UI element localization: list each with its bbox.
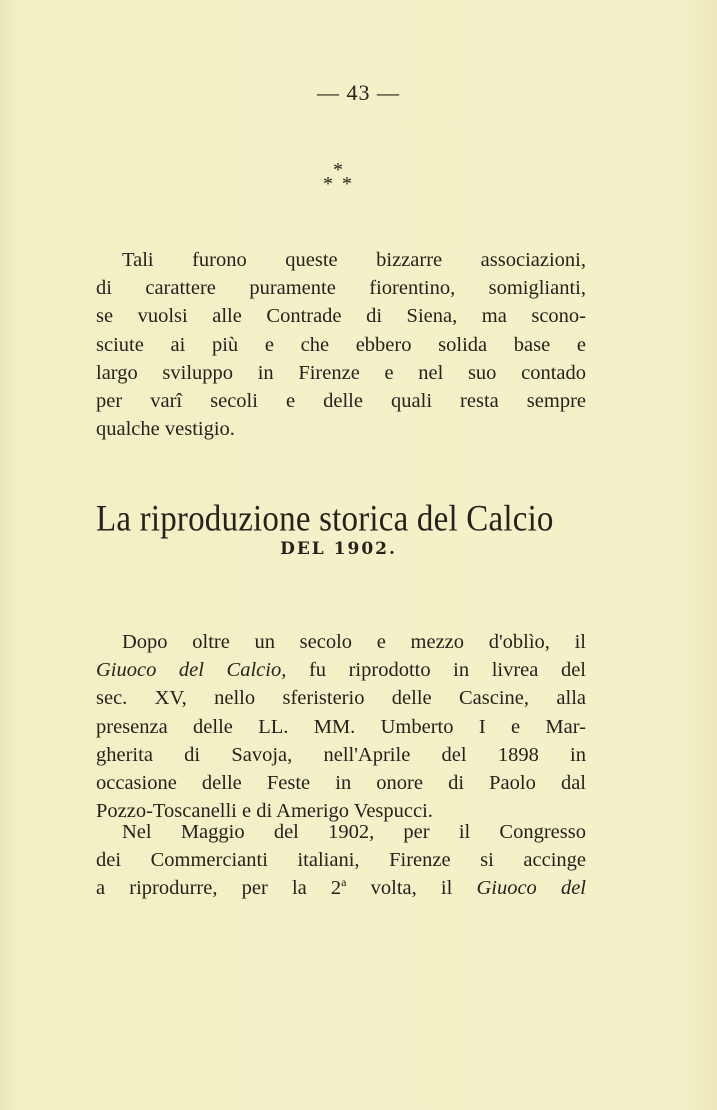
text-fragment: volta, il — [346, 877, 477, 900]
text-line: sec. XV, nello sferisterio delle Cascine, alla — [96, 687, 586, 710]
text-line: occasione delle Feste in onore di Paolo dal — [96, 772, 586, 795]
section-subtitle: DEL 1902. — [280, 539, 397, 559]
text-line: dei Commercianti italiani, Firenze si accinge — [96, 849, 586, 872]
text-line: Dopo oltre un secolo e mezzo d'oblìo, il — [122, 631, 586, 653]
paragraph-associazioni — [96, 246, 586, 443]
italic-title: Giuoco del — [476, 877, 586, 900]
text-fragment: a riprodurre, per la 2 — [96, 877, 342, 900]
text-line: sciute ai più e che ebbero solida base e — [96, 333, 586, 356]
asterisk: * — [333, 159, 343, 181]
italic-title: Giuoco del Calcio, — [96, 659, 287, 682]
text-line: se vuolsi alle Contrade di Siena, ma scono- — [96, 305, 586, 328]
text-line: largo sviluppo in Firenze e nel suo contado — [96, 361, 586, 384]
text-line: di carattere puramente fiorentino, somiglianti, — [96, 277, 586, 300]
section-title: La riproduzione storica del Calcio — [96, 499, 554, 540]
text-line: Nel Maggio del 1902, per il Congresso — [122, 821, 586, 843]
paragraph-congresso-1902 — [96, 818, 586, 903]
text-line: gherita di Savoja, nell'Aprile del 1898 in — [96, 743, 586, 766]
text-line: Tali furono queste bizzarre associazioni, — [122, 249, 586, 271]
text-line — [96, 656, 586, 684]
asterism-separator — [309, 156, 369, 196]
text-line — [96, 874, 586, 902]
asterisk: * — [323, 173, 333, 195]
text-line: qualche vestigio. — [96, 418, 235, 441]
text-line: Pozzo-Toscanelli e di Amerigo Vespucci. — [96, 800, 433, 823]
text-line: presenza delle LL. MM. Umberto I e Mar- — [96, 715, 586, 738]
superscript: a — [341, 875, 347, 890]
page-number: — 43 — — [317, 80, 400, 105]
text-fragment: fu riprodotto in livrea del — [286, 659, 586, 682]
paragraph-riproduzione-1898 — [96, 628, 586, 825]
asterisk: * — [342, 173, 352, 195]
text-line: per varî secoli e delle quali resta sempre — [96, 390, 586, 413]
